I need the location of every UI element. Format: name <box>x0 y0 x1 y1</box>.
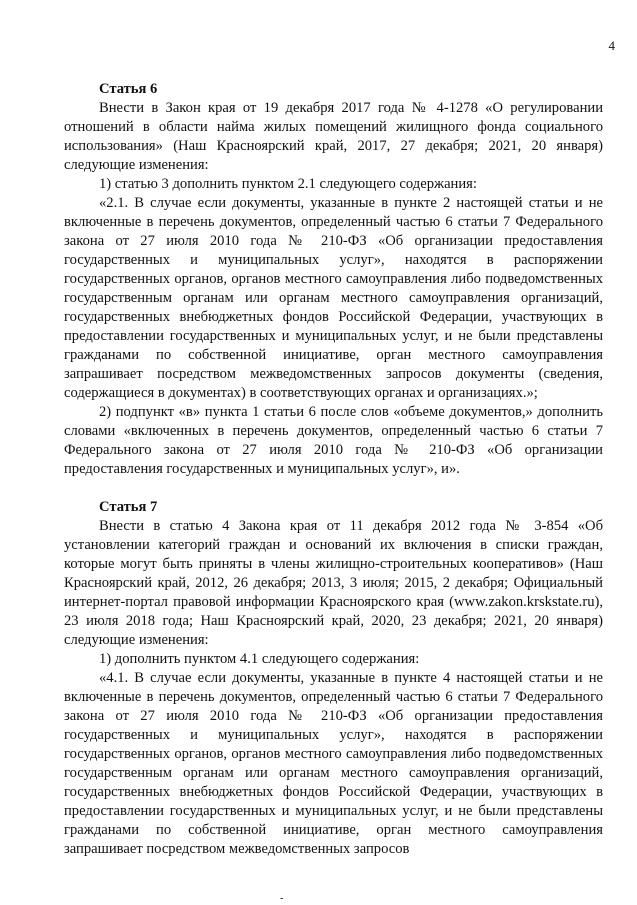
page-number: 4 <box>608 38 615 53</box>
article-6-title: Статья 6 <box>99 81 158 97</box>
article-6-item-1-text: «2.1. В случае если документы, указанные в пункте 2 настоящей статьи и не включенные в перечень документов, определенный частью 6 статьи 7 Федерального закона от 27 июля 2010 года № 210-ФЗ «Об организации предоставления государственных и муниципальных услуг», находятся в распоряжении государственных органов, органов местного самоуправления либо подведомственных государственным органам или органам местного самоуправления организаций, государственных внебюджетных фондов Российской Федерации, участвующих в предоставлении государственных и муниципальных услуг, и не были представлены гражданами по собственной инициативе, орган местного самоуправления запрашивает посредством межведомственных запросов документы (сведения, содержащиеся в документах) в соответствующих органах и организациях.»; <box>64 195 603 401</box>
article-7-title: Статья 7 <box>99 499 158 515</box>
article-7-intro: Внести в статью 4 Закона края от 11 декабря 2012 года № 3-854 «Об установлении категорий граждан и оснований их включения в списки граждан, которые могут быть приняты в члены жилищно-строительных кооперативов» (Наш Красноярский край, 2012, 26 декабря; 2013, 3 июля; 2015, 2 декабря; Официальный интернет-портал правовой информации Красноярского края (www.zakon.krskstate.ru), 23 июля 2018 года; Наш Красноярский край, 2020, 23 декабря; 2021, 20 января) следующие изменения: <box>64 518 603 648</box>
bottom-mark: - <box>280 893 284 904</box>
article-6-intro: Внести в Закон края от 19 декабря 2017 года № 4-1278 «О регулировании отношений в области найма жилых помещений жилищного фонда социального использования» (Наш Красноярский край, 2017, 27 декабря; 2021, 20 января) следующие изменения: <box>64 100 603 173</box>
article-6-item-1: 1) статью 3 дополнить пунктом 2.1 следующего содержания: <box>99 176 477 192</box>
article-6-item-2: 2) подпункт «в» пункта 1 статьи 6 после слов «объеме документов,» дополнить словами «включенных в перечень документов, определенный частью 6 статьи 7 Федерального закона от 27 июля 2010 года № 210-ФЗ «Об организации предоставления государственных и муниципальных услуг», и». <box>64 404 603 477</box>
article-7-item-1-text: «4.1. В случае если документы, указанные в пункте 4 настоящей статьи и не включенные в перечень документов, определенный частью 6 статьи 7 Федерального закона от 27 июля 2010 года № 210-ФЗ «Об организации предоставления государственных и муниципальных услуг», находятся в распоряжении государственных органов, органов местного самоуправления либо подведомственных государственным органам или органам местного самоуправления организаций, государственных внебюджетных фондов Российской Федерации, участвующих в предоставлении государственных и муниципальных услуг, и не были представлены гражданами по собственной инициативе, орган местного самоуправления запрашивает посредством межведомственных запросов <box>64 670 603 857</box>
article-7 <box>64 498 603 859</box>
article-6 <box>64 80 603 479</box>
document-body <box>64 80 603 859</box>
article-7-item-1: 1) дополнить пунктом 4.1 следующего содержания: <box>99 651 420 667</box>
section-spacer <box>64 479 603 498</box>
